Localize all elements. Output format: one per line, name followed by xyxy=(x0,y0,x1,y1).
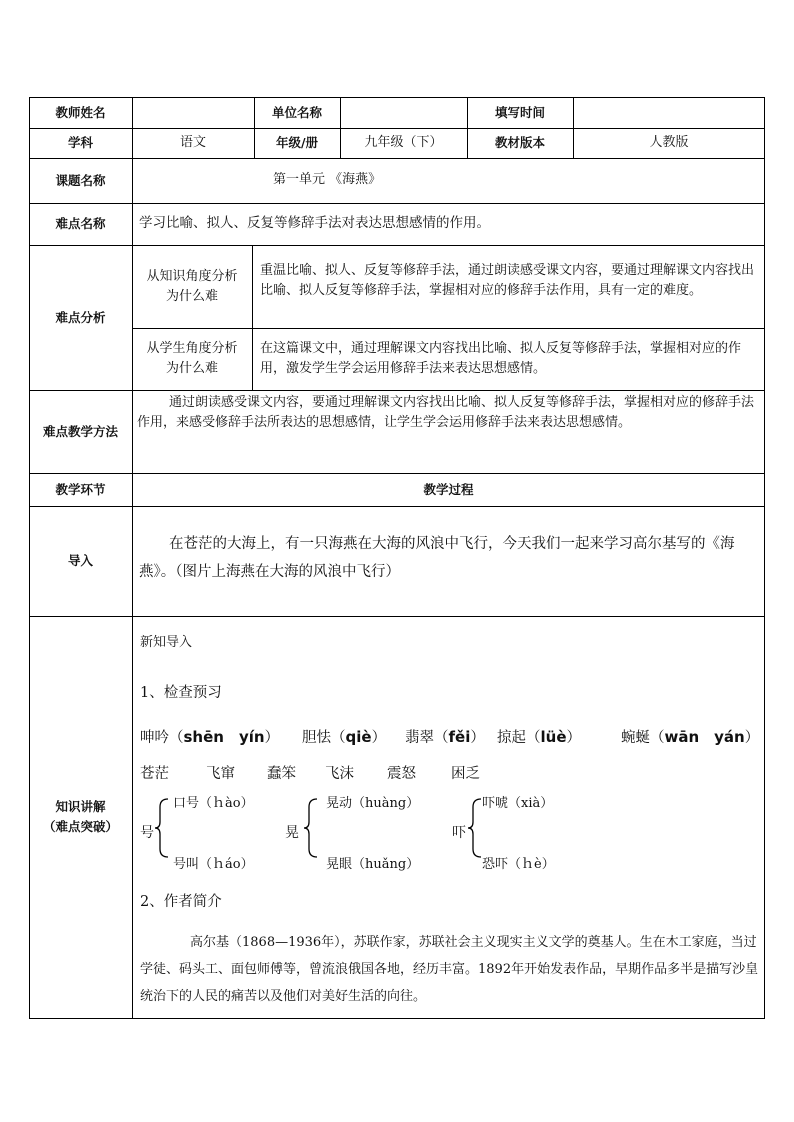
pinyin-item-5: 蜿蜒（wān yán） xyxy=(621,728,760,746)
knowledge-angle-line1: 从知识角度分析 xyxy=(146,268,238,284)
grade-value: 九年级（下） xyxy=(364,135,443,150)
analysis-label: 难点分析 xyxy=(55,309,106,325)
edition-value: 人教版 xyxy=(649,135,689,150)
lesson-plan-table xyxy=(29,97,765,1019)
section-author-title: 2、作者简介 xyxy=(140,894,222,910)
edition-label: 教材版本 xyxy=(494,135,545,150)
pinyin-2: qiè xyxy=(345,728,372,746)
vocab-5: 震怒 xyxy=(387,766,416,782)
author-text: 高尔基（1868—1936年），苏联作家，苏联社会主义现实主义文学的奠基人。生在木工家庭，当过学徒、码头工、面包师傅等，曾流浪俄国各地，经历丰富。1892年开始发表作品，早期作品多半是描写沙皇统治下的人民的痛苦以及他们对美好生活的向往。 xyxy=(140,935,759,1004)
student-angle-line2: 为什么难 xyxy=(165,361,218,376)
vocab-1: 苍茫 xyxy=(140,766,169,782)
pinyin-item-1: 呻吟（shēn yín） xyxy=(140,728,280,746)
polyphone-2-bottom: 晃眼（huǎng） xyxy=(326,857,420,872)
vocab-4: 飞沫 xyxy=(325,766,354,782)
date-value[interactable] xyxy=(573,97,765,128)
polyphone-2-top: 晃动（huàng） xyxy=(326,796,420,811)
unit-value[interactable] xyxy=(340,97,467,128)
method-text: 通过朗读感受课文内容，要通过理解课文内容找出比喻、拟人反复等修辞手法，掌握相对应的修辞手法作用，来感受修辞手法所表达的思想感情，让学生学会运用修辞手法来表达思想感情。 xyxy=(137,395,755,430)
date-label: 填写时间 xyxy=(494,104,545,120)
polyphone-1-char: 号 xyxy=(140,825,154,841)
process-step-header: 教学环节 xyxy=(55,481,106,497)
left-brace-icon xyxy=(303,797,319,859)
new-intro-title: 新知导入 xyxy=(140,635,193,650)
polyphone-3-top: 吓唬（xià） xyxy=(482,796,554,811)
polyphone-1-bottom: 号叫（ｈáo） xyxy=(173,857,254,872)
topic-value: 第一单元 《海燕》 xyxy=(273,172,382,187)
intro-text: 在苍茫的大海上，有一只海燕在大海的风浪中飞行，今天我们一起来学习高尔基写的《海燕》。（图片上海燕在大海的风浪中飞行） xyxy=(139,536,735,580)
knowledge-angle-label xyxy=(132,245,252,328)
teacher-label: 教师姓名 xyxy=(55,104,106,120)
knowledge-label-line2: （难点突破） xyxy=(42,819,118,834)
difficulty-value: 学习比喻、拟人、反复等修辞手法对表达思想感情的作用。 xyxy=(139,215,490,231)
knowledge-label-line1: 知识讲解 xyxy=(55,799,106,814)
pinyin-item-4: 掠起（lüè） xyxy=(497,728,581,746)
left-brace-icon xyxy=(154,797,170,859)
left-brace-icon xyxy=(467,797,483,859)
pinyin-3: fěi xyxy=(448,728,471,746)
student-angle-line1: 从学生角度分析 xyxy=(146,341,238,356)
subject-label: 学科 xyxy=(67,135,93,150)
student-angle-label xyxy=(132,328,252,390)
vocab-2: 飞窜 xyxy=(206,766,235,782)
pinyin-5: wān yán xyxy=(664,728,745,746)
process-content-header: 教学过程 xyxy=(423,481,474,497)
difficulty-label: 难点名称 xyxy=(55,216,106,231)
polyphone-1-top: 口号（ｈào） xyxy=(173,796,254,811)
pinyin-1: shēn yín xyxy=(183,728,265,746)
teacher-value[interactable] xyxy=(132,97,254,128)
section-preview-title: 1、检查预习 xyxy=(140,685,222,701)
vocab-3: 蠢笨 xyxy=(267,766,296,782)
subject-value: 语文 xyxy=(179,135,206,150)
knowledge-angle-line2: 为什么难 xyxy=(165,288,218,304)
intro-label: 导入 xyxy=(67,553,93,568)
pinyin-item-3: 翡翠（fěi） xyxy=(405,728,485,746)
knowledge-label xyxy=(29,616,132,1018)
polyphone-2-char: 晃 xyxy=(285,825,299,841)
grade-label: 年级/册 xyxy=(275,135,319,150)
polyphone-3-char: 吓 xyxy=(452,825,466,841)
student-angle-text: 在这篇课文中，通过理解课文内容找出比喻、拟人反复等修辞手法，掌握相对应的作用，激发学生学会运用修辞手法来表达思想感情。 xyxy=(260,341,742,376)
pinyin-4: lüè xyxy=(540,728,567,746)
vocab-6: 困乏 xyxy=(451,766,480,782)
topic-label: 课题名称 xyxy=(55,172,106,188)
knowledge-angle-text: 重温比喻、拟人、反复等修辞手法，通过朗读感受课文内容，要通过理解课文内容找出比喻、拟人反复等修辞手法，掌握相对应的修辞手法作用，具有一定的难度。 xyxy=(260,263,755,298)
unit-label: 单位名称 xyxy=(271,104,322,120)
polyphone-3-bottom: 恐吓（ｈè） xyxy=(482,857,555,872)
pinyin-item-2: 胆怯（qiè） xyxy=(302,728,387,746)
method-label: 难点教学方法 xyxy=(42,423,118,439)
